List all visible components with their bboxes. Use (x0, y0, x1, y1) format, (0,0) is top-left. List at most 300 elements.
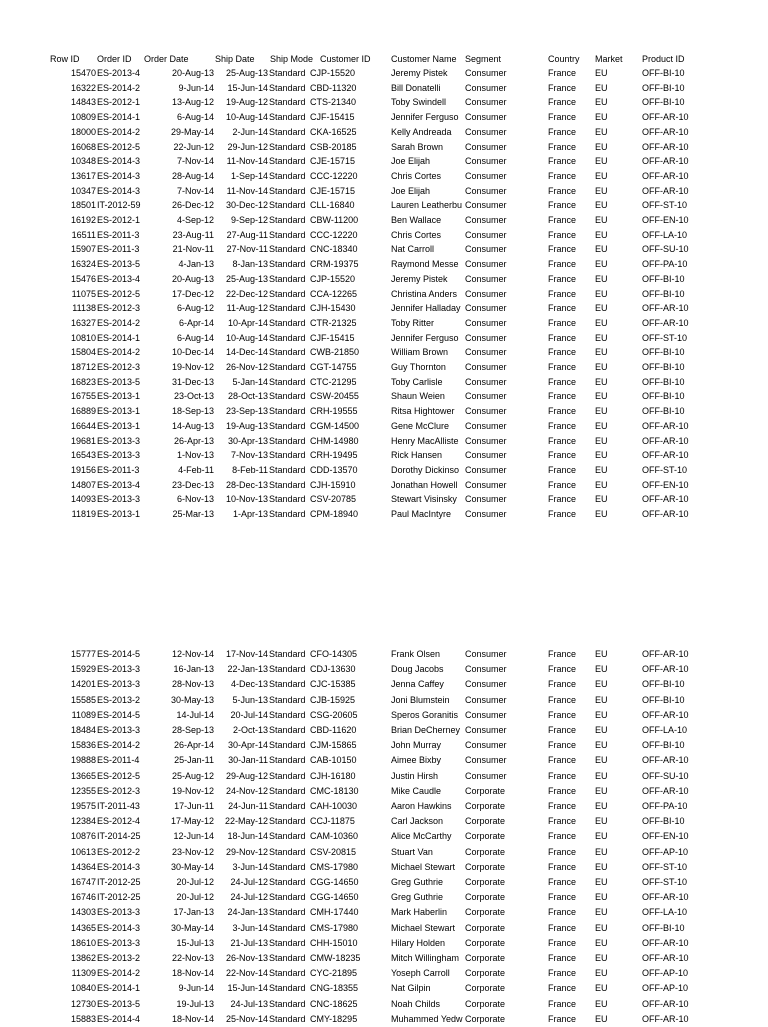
segment-cell: Consumer (465, 68, 507, 78)
table-row (0, 301, 768, 316)
customer-name-cell: Christina Anders (391, 288, 458, 299)
segment-cell: Consumer (465, 259, 507, 270)
product-id-cell: OFF-AR-10 (642, 509, 689, 519)
order-id-cell: ES-2012-1 (97, 215, 141, 225)
table-row (0, 169, 768, 184)
segment-cell: Consumer (465, 406, 507, 417)
order-date-cell: 6-Aug-12 (176, 303, 214, 314)
order-date-cell: 4-Jan-13 (178, 259, 214, 270)
product-id-cell: OFF-BI-10 (642, 97, 685, 108)
ship-date-cell: 27-Nov-11 (226, 244, 268, 255)
order-date-cell: 30-May-14 (170, 861, 214, 872)
order-date-cell: 6-Apr-14 (178, 317, 214, 328)
product-id-cell: OFF-AR-10 (642, 112, 689, 123)
customer-name-cell: Aaron Hawkins (391, 801, 452, 811)
country-cell: France (548, 709, 577, 720)
customer-name-cell: Jennifer Halladay (391, 303, 461, 314)
customer-name-cell: William Brown (391, 347, 449, 358)
row-id-cell: 10809 (70, 112, 96, 123)
ship-date-cell: 7-Nov-13 (230, 450, 268, 461)
product-id-cell: OFF-LA-10 (642, 229, 688, 240)
row-id-cell: 16324 (70, 259, 96, 270)
order-id-cell: ES-2014-1 (97, 112, 141, 123)
row-id-cell: 18484 (70, 725, 96, 735)
market-cell: EU (595, 317, 608, 328)
ship-mode-cell: Standard (269, 347, 306, 358)
table-row (0, 389, 768, 404)
customer-name-cell: Joe Elijah (391, 185, 431, 196)
ship-date-cell: 18-Jun-14 (227, 831, 268, 842)
customer-name-cell: Nat Gilpin (391, 983, 431, 994)
country-cell: France (548, 801, 577, 811)
header-row-id: Row ID (50, 54, 80, 64)
product-id-cell: OFF-SU-10 (642, 770, 689, 781)
ship-mode-cell: Standard (269, 509, 306, 519)
order-date-cell: 12-Jun-14 (173, 831, 214, 842)
table-row (0, 708, 768, 723)
segment-cell: Consumer (465, 725, 507, 735)
customer-id-cell: CSV-20815 (310, 846, 357, 857)
customer-id-cell: CFO-14305 (310, 649, 358, 659)
segment-cell: Consumer (465, 464, 507, 475)
ship-mode-cell: Standard (269, 82, 306, 93)
ship-date-cell: 22-Jan-13 (227, 664, 268, 675)
row-id-cell: 15804 (70, 347, 96, 358)
order-id-cell: ES-2011-3 (97, 464, 140, 475)
customer-id-cell: CJM-15865 (310, 740, 357, 751)
customer-id-cell: CTR-21325 (310, 317, 357, 328)
segment-cell: Consumer (465, 755, 507, 766)
table-row (0, 921, 768, 936)
customer-id-cell: CAM-10360 (310, 831, 359, 842)
segment-cell: Consumer (465, 273, 507, 284)
order-date-cell: 14-Jul-14 (176, 709, 214, 720)
ship-mode-cell: Standard (269, 259, 306, 270)
table-row (0, 478, 768, 493)
table-row (0, 738, 768, 753)
customer-name-cell: Lauren Leatherbu (391, 200, 463, 211)
table-row (0, 677, 768, 692)
market-cell: EU (595, 861, 608, 872)
ship-mode-cell: Standard (269, 406, 306, 417)
market-cell: EU (595, 244, 608, 255)
order-id-cell: IT-2012-25 (97, 877, 141, 887)
row-id-cell: 14201 (70, 679, 96, 690)
product-id-cell: OFF-AP-10 (642, 846, 689, 857)
order-id-cell: ES-2011-3 (97, 244, 140, 255)
segment-cell: Consumer (465, 82, 507, 93)
ship-mode-cell: Standard (269, 709, 306, 720)
ship-date-cell: 9-Sep-12 (230, 215, 268, 225)
order-date-cell: 10-Dec-14 (171, 347, 214, 358)
segment-cell: Consumer (465, 185, 507, 196)
customer-id-cell: CHH-15010 (310, 937, 358, 948)
market-cell: EU (595, 801, 608, 811)
table-row (0, 154, 768, 169)
header-customer-id: Customer ID (320, 54, 371, 64)
market-cell: EU (595, 464, 608, 475)
order-id-cell: ES-2014-5 (97, 709, 141, 720)
market-cell: EU (595, 937, 608, 948)
market-cell: EU (595, 450, 608, 461)
order-date-cell: 25-Mar-13 (172, 509, 214, 519)
segment-cell: Consumer (465, 317, 507, 328)
ship-date-cell: 24-Jul-12 (230, 877, 268, 887)
ship-mode-cell: Standard (269, 740, 306, 751)
product-id-cell: OFF-PA-10 (642, 801, 688, 811)
customer-id-cell: CJP-15520 (310, 273, 356, 284)
order-id-cell: ES-2014-2 (97, 740, 141, 751)
row-id-cell: 15470 (70, 68, 96, 78)
order-date-cell: 23-Dec-13 (171, 479, 214, 490)
order-date-cell: 23-Aug-11 (172, 229, 214, 240)
ship-date-cell: 1-Sep-14 (230, 170, 268, 181)
table-row (0, 1012, 768, 1027)
segment-cell: Consumer (465, 244, 507, 255)
country-cell: France (548, 450, 577, 461)
ship-mode-cell: Standard (269, 877, 306, 887)
customer-id-cell: CMS-17980 (310, 922, 359, 933)
customer-name-cell: Shaun Weien (391, 391, 445, 402)
country-cell: France (548, 97, 577, 108)
order-id-cell: ES-2013-1 (97, 391, 141, 402)
order-date-cell: 4-Sep-12 (176, 215, 214, 225)
order-id-cell: ES-2013-5 (97, 998, 141, 1009)
row-id-cell: 16192 (70, 215, 96, 225)
country-cell: France (548, 435, 577, 446)
table-row (0, 448, 768, 463)
order-date-cell: 14-Aug-13 (171, 420, 214, 431)
customer-name-cell: Raymond Messe (391, 259, 459, 270)
customer-name-cell: Stuart Van (391, 846, 433, 857)
market-cell: EU (595, 892, 608, 903)
order-id-cell: ES-2013-1 (97, 406, 141, 417)
ship-mode-cell: Standard (269, 200, 306, 211)
header-country: Country (548, 54, 580, 64)
table-row (0, 769, 768, 784)
country-cell: France (548, 846, 577, 857)
row-id-cell: 16755 (70, 391, 96, 402)
product-id-cell: OFF-AR-10 (642, 420, 689, 431)
order-id-cell: ES-2013-1 (97, 420, 141, 431)
order-date-cell: 4-Feb-11 (178, 464, 214, 475)
table-row (0, 257, 768, 272)
order-id-cell: ES-2014-3 (97, 170, 141, 181)
customer-name-cell: Guy Thornton (391, 362, 446, 372)
order-date-cell: 17-Jan-13 (173, 907, 214, 918)
country-cell: France (548, 126, 577, 137)
customer-name-cell: Jeremy Pistek (391, 273, 448, 284)
order-id-cell: ES-2013-5 (97, 376, 141, 387)
segment-cell: Consumer (465, 376, 507, 387)
country-cell: France (548, 303, 577, 314)
row-id-cell: 10613 (70, 846, 96, 857)
header-row (0, 52, 768, 67)
segment-cell: Corporate (465, 968, 506, 979)
ship-date-cell: 24-Jun-11 (228, 801, 268, 811)
order-date-cell: 30-May-13 (170, 694, 214, 705)
customer-name-cell: Doug Jacobs (391, 664, 444, 675)
order-date-cell: 25-Aug-12 (171, 770, 214, 781)
product-id-cell: OFF-BI-10 (642, 273, 685, 284)
product-id-cell: OFF-LA-10 (642, 725, 688, 735)
segment-cell: Consumer (465, 170, 507, 181)
table-row (0, 829, 768, 844)
product-id-cell: OFF-ST-10 (642, 861, 688, 872)
customer-id-cell: CJE-15715 (310, 156, 356, 167)
product-id-cell: OFF-EN-10 (642, 215, 689, 225)
ship-date-cell: 10-Nov-13 (225, 494, 268, 505)
country-cell: France (548, 968, 577, 979)
segment-cell: Consumer (465, 694, 507, 705)
order-date-cell: 6-Nov-13 (176, 494, 214, 505)
order-id-cell: ES-2014-3 (97, 861, 141, 872)
order-id-cell: ES-2012-3 (97, 785, 141, 796)
segment-cell: Corporate (465, 846, 506, 857)
market-cell: EU (595, 664, 608, 675)
product-id-cell: OFF-LA-10 (642, 907, 688, 918)
product-id-cell: OFF-AR-10 (642, 1013, 689, 1024)
ship-mode-cell: Standard (269, 801, 306, 811)
segment-cell: Consumer (465, 494, 507, 505)
table-row (0, 507, 768, 522)
product-id-cell: OFF-AR-10 (642, 303, 689, 314)
row-id-cell: 16543 (70, 450, 96, 461)
row-id-cell: 10810 (70, 332, 96, 343)
customer-name-cell: Aimee Bixby (391, 755, 442, 766)
customer-id-cell: CJH-15910 (310, 479, 356, 490)
customer-name-cell: Michael Stewart (391, 861, 456, 872)
ship-date-cell: 29-Aug-12 (225, 770, 268, 781)
row-id-cell: 16327 (70, 317, 96, 328)
product-id-cell: OFF-BI-10 (642, 740, 685, 751)
ship-mode-cell: Standard (269, 907, 306, 918)
table-row (0, 647, 768, 662)
order-date-cell: 23-Oct-13 (173, 391, 214, 402)
ship-mode-cell: Standard (269, 332, 306, 343)
segment-cell: Consumer (465, 740, 507, 751)
customer-name-cell: Jeremy Pistek (391, 68, 448, 78)
order-id-cell: ES-2013-3 (97, 725, 141, 735)
order-date-cell: 12-Nov-14 (171, 649, 214, 659)
ship-mode-cell: Standard (269, 362, 306, 372)
order-id-cell: ES-2011-4 (97, 755, 140, 766)
ship-mode-cell: Standard (269, 288, 306, 299)
segment-cell: Corporate (465, 1013, 506, 1024)
ship-mode-cell: Standard (269, 1013, 306, 1024)
customer-id-cell: CCA-12265 (310, 288, 358, 299)
ship-mode-cell: Standard (269, 937, 306, 948)
order-date-cell: 17-May-12 (170, 816, 214, 827)
market-cell: EU (595, 406, 608, 417)
ship-mode-cell: Standard (269, 420, 306, 431)
ship-mode-cell: Standard (269, 376, 306, 387)
order-id-cell: ES-2014-1 (97, 983, 141, 994)
customer-name-cell: Rick Hansen (391, 450, 443, 461)
table-row (0, 345, 768, 360)
ship-date-cell: 30-Jan-11 (228, 755, 268, 766)
segment-cell: Consumer (465, 347, 507, 358)
market-cell: EU (595, 112, 608, 123)
ship-date-cell: 28-Oct-13 (227, 391, 268, 402)
ship-mode-cell: Standard (269, 953, 306, 963)
market-cell: EU (595, 391, 608, 402)
customer-id-cell: CSB-20185 (310, 141, 357, 152)
customer-id-cell: CMY-18295 (310, 1013, 358, 1024)
order-id-cell: ES-2014-2 (97, 347, 141, 358)
country-cell: France (548, 259, 577, 270)
segment-cell: Consumer (465, 664, 507, 675)
market-cell: EU (595, 509, 608, 519)
segment-cell: Corporate (465, 953, 506, 963)
segment-cell: Consumer (465, 450, 507, 461)
country-cell: France (548, 649, 577, 659)
product-id-cell: OFF-AR-10 (642, 953, 689, 963)
country-cell: France (548, 770, 577, 781)
ship-mode-cell: Standard (269, 229, 306, 240)
ship-date-cell: 30-Apr-14 (227, 740, 268, 751)
market-cell: EU (595, 82, 608, 93)
customer-name-cell: Speros Goranitis (391, 709, 459, 720)
market-cell: EU (595, 831, 608, 842)
header-product-id: Product ID (642, 54, 685, 64)
segment-cell: Consumer (465, 215, 507, 225)
product-id-cell: OFF-ST-10 (642, 877, 688, 887)
order-id-cell: IT-2011-43 (97, 801, 140, 811)
row-id-cell: 11309 (71, 968, 96, 979)
country-cell: France (548, 229, 577, 240)
order-date-cell: 28-Nov-13 (171, 679, 214, 690)
order-date-cell: 7-Nov-14 (176, 156, 214, 167)
ship-date-cell: 20-Jul-14 (230, 709, 268, 720)
table-row (0, 360, 768, 375)
customer-name-cell: Chris Cortes (391, 229, 442, 240)
ship-date-cell: 24-Nov-12 (225, 785, 268, 796)
customer-id-cell: CDJ-13630 (310, 664, 356, 675)
ship-mode-cell: Standard (269, 126, 306, 137)
table-row (0, 434, 768, 449)
customer-id-cell: CJP-15520 (310, 68, 356, 78)
order-date-cell: 17-Jun-11 (174, 801, 214, 811)
product-id-cell: OFF-BI-10 (642, 391, 685, 402)
order-date-cell: 28-Sep-13 (171, 725, 214, 735)
row-id-cell: 18610 (70, 937, 96, 948)
country-cell: France (548, 82, 577, 93)
row-id-cell: 19681 (70, 435, 96, 446)
country-cell: France (548, 755, 577, 766)
order-id-cell: ES-2013-2 (97, 694, 141, 705)
row-id-cell: 11089 (71, 709, 96, 720)
segment-cell: Consumer (465, 770, 507, 781)
row-id-cell: 15883 (70, 1013, 96, 1024)
row-id-cell: 12730 (70, 998, 96, 1009)
customer-name-cell: Toby Swindell (391, 97, 447, 108)
segment-cell: Consumer (465, 332, 507, 343)
ship-date-cell: 29-Jun-12 (227, 141, 268, 152)
market-cell: EU (595, 968, 608, 979)
ship-date-cell: 22-Dec-12 (225, 288, 268, 299)
country-cell: France (548, 494, 577, 505)
ship-date-cell: 11-Aug-12 (226, 303, 268, 314)
product-id-cell: OFF-ST-10 (642, 332, 688, 343)
customer-name-cell: Toby Ritter (391, 317, 435, 328)
product-id-cell: OFF-BI-10 (642, 288, 685, 299)
table-row (0, 936, 768, 951)
row-id-cell: 18501 (70, 200, 96, 211)
segment-cell: Consumer (465, 200, 507, 211)
customer-id-cell: CJH-15430 (310, 303, 356, 314)
customer-name-cell: Chris Cortes (391, 170, 442, 181)
ship-date-cell: 24-Jul-12 (230, 892, 268, 903)
table-row (0, 140, 768, 155)
order-date-cell: 19-Nov-12 (171, 362, 214, 372)
country-cell: France (548, 215, 577, 225)
segment-cell: Corporate (465, 861, 506, 872)
product-id-cell: OFF-BI-10 (642, 679, 685, 690)
country-cell: France (548, 362, 577, 372)
customer-name-cell: Paul MacIntyre (391, 509, 452, 519)
customer-name-cell: Jennifer Ferguso (391, 332, 459, 343)
ship-mode-cell: Standard (269, 770, 306, 781)
customer-name-cell: Brian DeCherney (391, 725, 461, 735)
customer-id-cell: CJC-15385 (310, 679, 356, 690)
market-cell: EU (595, 725, 608, 735)
product-id-cell: OFF-AR-10 (642, 998, 689, 1009)
row-id-cell: 14303 (70, 907, 96, 918)
ship-date-cell: 11-Nov-14 (226, 156, 268, 167)
table-row (0, 110, 768, 125)
market-cell: EU (595, 303, 608, 314)
order-date-cell: 20-Aug-13 (171, 273, 214, 284)
product-id-cell: OFF-BI-10 (642, 406, 685, 417)
country-cell: France (548, 694, 577, 705)
market-cell: EU (595, 998, 608, 1009)
customer-id-cell: CRM-19375 (310, 259, 359, 270)
table-row (0, 662, 768, 677)
ship-mode-cell: Standard (269, 725, 306, 735)
order-date-cell: 23-Nov-12 (171, 846, 214, 857)
ship-mode-cell: Standard (269, 156, 306, 167)
country-cell: France (548, 317, 577, 328)
ship-date-cell: 8-Jan-13 (232, 259, 268, 270)
order-date-cell: 16-Jan-13 (173, 664, 214, 675)
ship-mode-cell: Standard (269, 755, 306, 766)
table-row (0, 272, 768, 287)
order-date-cell: 19-Nov-12 (171, 785, 214, 796)
table-row (0, 845, 768, 860)
order-date-cell: 20-Jul-12 (176, 892, 214, 903)
country-cell: France (548, 725, 577, 735)
order-id-cell: ES-2012-4 (97, 816, 141, 827)
customer-name-cell: Mark Haberlin (391, 907, 448, 918)
segment-cell: Consumer (465, 141, 507, 152)
country-cell: France (548, 877, 577, 887)
segment-cell: Consumer (465, 391, 507, 402)
country-cell: France (548, 406, 577, 417)
product-id-cell: OFF-AR-10 (642, 785, 689, 796)
customer-id-cell: CBW-11200 (310, 215, 359, 225)
order-date-cell: 29-May-14 (170, 126, 214, 137)
row-id-cell: 13665 (70, 770, 96, 781)
market-cell: EU (595, 694, 608, 705)
customer-id-cell: CHM-14980 (310, 435, 359, 446)
ship-date-cell: 19-Aug-12 (225, 97, 268, 108)
customer-id-cell: CAB-10150 (310, 755, 357, 766)
ship-date-cell: 23-Sep-13 (225, 406, 268, 417)
market-cell: EU (595, 785, 608, 796)
order-date-cell: 26-Dec-12 (171, 200, 214, 211)
customer-id-cell: CJF-15415 (310, 112, 355, 123)
